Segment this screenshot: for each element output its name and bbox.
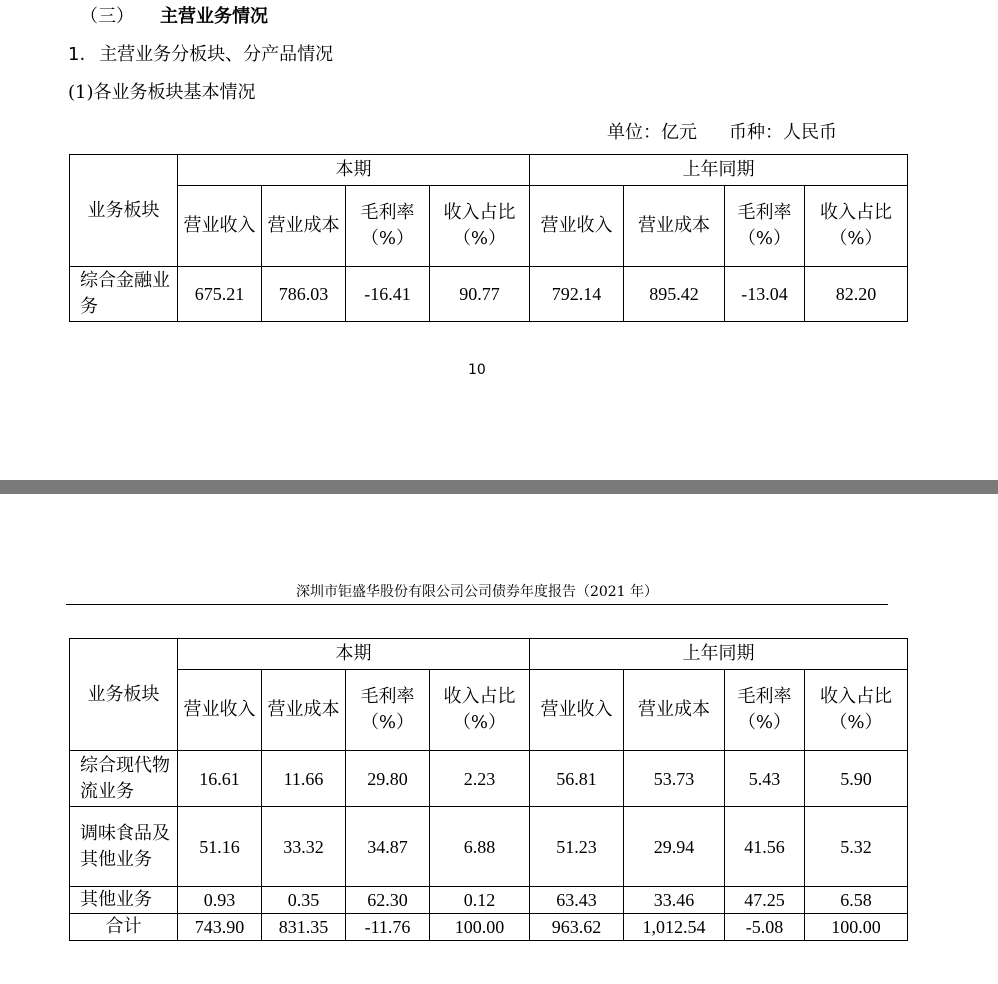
prev-cost: 895.42 <box>624 267 725 322</box>
cur-cost: 11.66 <box>262 751 346 807</box>
header-revenue: 营业收入 <box>178 670 262 751</box>
segment-table-2 <box>69 638 908 941</box>
section-title <box>80 2 268 28</box>
cur-share: 2.23 <box>430 751 530 807</box>
subsection-number: 1. <box>68 44 86 65</box>
prev-cost: 1,012.54 <box>624 914 725 941</box>
prev-share: 100.00 <box>805 914 908 941</box>
section-number: （三） <box>80 6 134 27</box>
header-previous-period: 上年同期 <box>530 639 908 670</box>
header-cost: 营业成本 <box>262 670 346 751</box>
cur-margin: 34.87 <box>346 807 430 887</box>
segment-name: 合计 <box>70 914 178 941</box>
cur-cost: 0.35 <box>262 887 346 914</box>
header-prev-cost: 营业成本 <box>624 186 725 267</box>
segment-name: 调味食品及其他业务 <box>70 807 178 887</box>
cur-margin: 62.30 <box>346 887 430 914</box>
segment-name: 其他业务 <box>70 887 178 914</box>
prev-margin: -13.04 <box>725 267 805 322</box>
header-prev-revenue: 营业收入 <box>530 670 624 751</box>
cur-cost: 831.35 <box>262 914 346 941</box>
cur-revenue: 743.90 <box>178 914 262 941</box>
prev-cost: 33.46 <box>624 887 725 914</box>
segment-table-1 <box>69 154 908 322</box>
cur-revenue: 675.21 <box>178 267 262 322</box>
header-revenue: 营业收入 <box>178 186 262 267</box>
prev-margin: -5.08 <box>725 914 805 941</box>
prev-share: 5.32 <box>805 807 908 887</box>
cur-share: 0.12 <box>430 887 530 914</box>
unit-label: 单位：亿元 <box>607 122 697 143</box>
prev-revenue: 792.14 <box>530 267 624 322</box>
prev-share: 82.20 <box>805 267 908 322</box>
header-rule <box>66 604 888 605</box>
subsubsection-title: (1)各业务板块基本情况 <box>68 82 256 103</box>
header-current-period: 本期 <box>178 155 530 186</box>
running-header: 深圳市钜盛华股份有限公司公司债券年度报告（2021 年） <box>295 584 659 600</box>
header-margin: 毛利率（%） <box>346 670 430 751</box>
cur-share: 90.77 <box>430 267 530 322</box>
page-number: 10 <box>468 362 486 378</box>
header-prev-cost: 营业成本 <box>624 670 725 751</box>
header-share: 收入占比（%） <box>430 186 530 267</box>
cur-margin: -11.76 <box>346 914 430 941</box>
subsection-title-text: 主营业务分板块、分产品情况 <box>99 44 334 65</box>
header-cost: 营业成本 <box>262 186 346 267</box>
table-row <box>70 267 908 322</box>
cur-share: 100.00 <box>430 914 530 941</box>
cur-revenue: 51.16 <box>178 807 262 887</box>
segment-name: 综合金融业务 <box>70 267 178 322</box>
cur-margin: 29.80 <box>346 751 430 807</box>
header-prev-share: 收入占比（%） <box>805 186 908 267</box>
table-row <box>70 807 908 887</box>
prev-margin: 47.25 <box>725 887 805 914</box>
table-row <box>70 887 908 914</box>
cur-margin: -16.41 <box>346 267 430 322</box>
prev-margin: 41.56 <box>725 807 805 887</box>
header-previous-period: 上年同期 <box>530 155 908 186</box>
segment-name: 综合现代物流业务 <box>70 751 178 807</box>
cur-revenue: 0.93 <box>178 887 262 914</box>
header-prev-revenue: 营业收入 <box>530 186 624 267</box>
subsection-title <box>68 40 333 66</box>
prev-revenue: 963.62 <box>530 914 624 941</box>
header-segment: 业务板块 <box>70 155 178 267</box>
prev-cost: 53.73 <box>624 751 725 807</box>
page-separator <box>0 480 998 494</box>
prev-margin: 5.43 <box>725 751 805 807</box>
header-segment: 业务板块 <box>70 639 178 751</box>
unit-note <box>607 118 837 144</box>
header-share: 收入占比（%） <box>430 670 530 751</box>
currency-label: 币种：人民币 <box>729 122 837 143</box>
header-margin: 毛利率（%） <box>346 186 430 267</box>
header-prev-share: 收入占比（%） <box>805 670 908 751</box>
prev-cost: 29.94 <box>624 807 725 887</box>
prev-revenue: 51.23 <box>530 807 624 887</box>
header-current-period: 本期 <box>178 639 530 670</box>
prev-share: 6.58 <box>805 887 908 914</box>
section-title-text: 主营业务情况 <box>160 6 268 27</box>
cur-revenue: 16.61 <box>178 751 262 807</box>
table-row-total <box>70 914 908 941</box>
prev-share: 5.90 <box>805 751 908 807</box>
cur-cost: 33.32 <box>262 807 346 887</box>
cur-cost: 786.03 <box>262 267 346 322</box>
prev-revenue: 56.81 <box>530 751 624 807</box>
cur-share: 6.88 <box>430 807 530 887</box>
table-row <box>70 751 908 807</box>
header-prev-margin: 毛利率（%） <box>725 670 805 751</box>
prev-revenue: 63.43 <box>530 887 624 914</box>
header-prev-margin: 毛利率（%） <box>725 186 805 267</box>
